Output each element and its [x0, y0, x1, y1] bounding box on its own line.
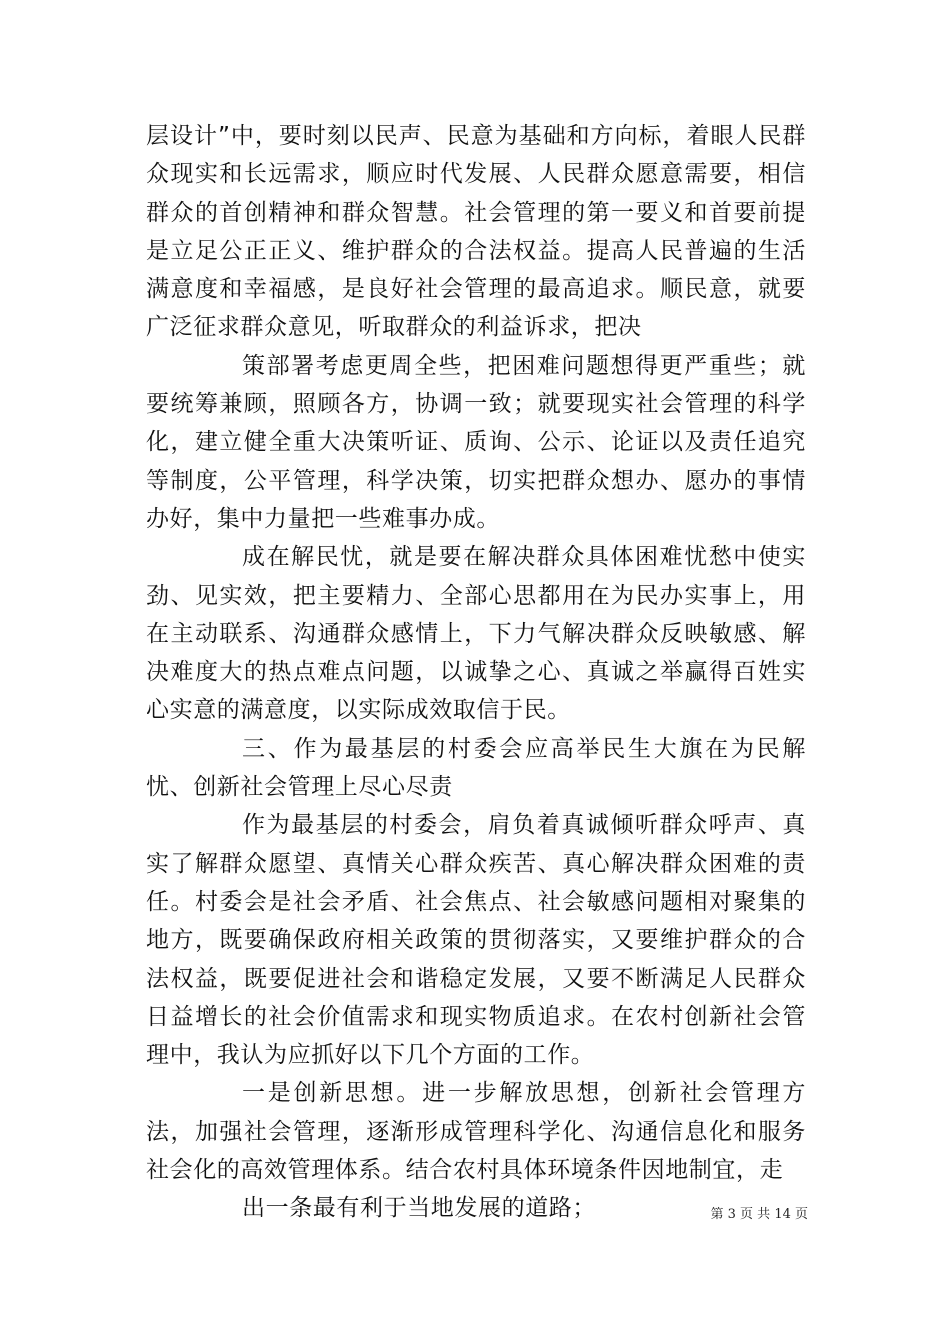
section-heading: 三、作为最基层的村委会应高举民生大旗在为民解忧、创新社会管理上尽心尽责: [146, 735, 806, 801]
document-body: [146, 117, 806, 1228]
paragraph-6: 出一条最有利于当地发展的道路；: [242, 1195, 596, 1222]
paragraph-1: 层设计”中，要时刻以民声、民意为基础和方向标，着眼人民群众现实和长远需求，顺应时代发展、人民群众愿意需要，相信群众的首创精神和群众智慧。社会管理的第一要义和首要前提是立足公正正义、维护群众的合法权益。提高人民普遍的生活满意度和幸福感，是良好社会管理的最高追求。顺民意，就要广泛征求群众意见，听取群众的利益诉求，把决: [146, 123, 806, 341]
paragraph-5: 一是创新思想。进一步解放思想，创新社会管理方法，加强社会管理，逐渐形成管理科学化、沟通信息化和服务社会化的高效管理体系。结合农村具体环境条件因地制宜，走: [146, 1080, 806, 1184]
page-number: 第 3 页 共 14 页: [710, 1207, 808, 1222]
paragraph-4: 作为最基层的村委会，肩负着真诚倾听群众呼声、真实了解群众愿望、真情关心群众疾苦、真心解决群众困难的责任。村委会是社会矛盾、社会焦点、社会敏感问题相对聚集的地方，既要确保政府相关政策的贯彻落实，又要维护群众的合法权益，既要促进社会和谐稳定发展，又要不断满足人民群众日益增长的社会价值需求和现实物质追求。在农村创新社会管理中，我认为应抓好以下几个方面的工作。: [146, 812, 806, 1069]
paragraph-2: 策部署考虑更周全些，把困难问题想得更严重些；就要统筹兼顾，照顾各方，协调一致；就要现实社会管理的科学化，建立健全重大决策听证、质询、公示、论证以及责任追究等制度，公平管理，科学决策，切实把群众想办、愿办的事情办好，集中力量把一些难事办成。: [146, 352, 806, 532]
paragraph-3: 成在解民忧，就是要在解决群众具体困难忧愁中使实劲、见实效，把主要精力、全部心思都用在为民办实事上，用在主动联系、沟通群众感情上，下力气解决群众反映敏感、解决难度大的热点难点问题，以诚挚之心、真诚之举赢得百姓实心实意的满意度，以实际成效取信于民。: [146, 544, 806, 724]
